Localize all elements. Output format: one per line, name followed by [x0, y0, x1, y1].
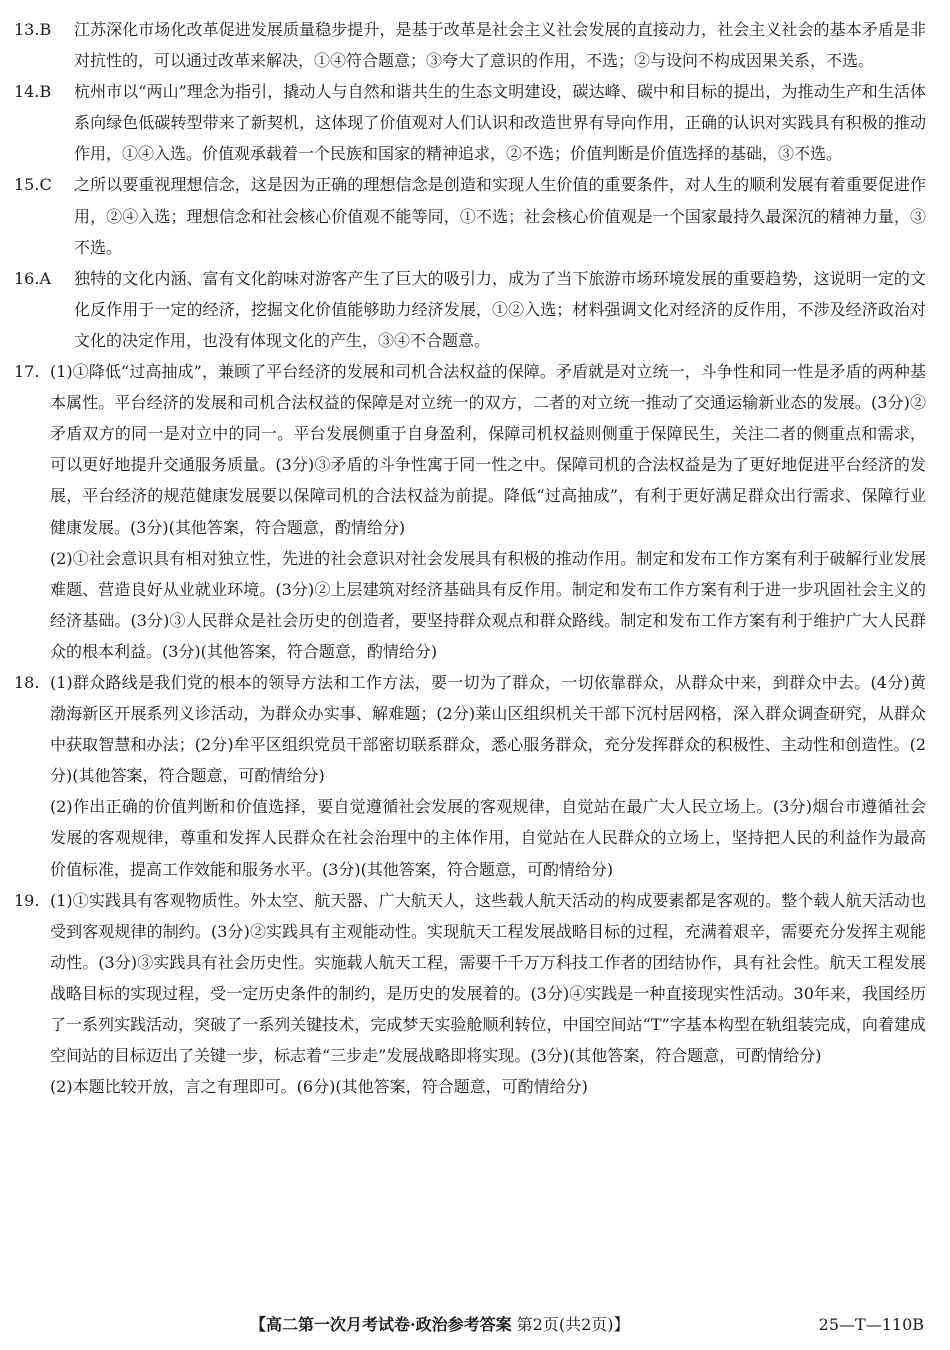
answer-item-19 — [14, 885, 926, 1103]
answer-body — [50, 356, 926, 667]
answer-body — [74, 169, 926, 262]
answer-body — [74, 76, 926, 169]
answer-number: 18. — [14, 672, 40, 692]
answer-number: 13.B — [14, 20, 52, 39]
answer-item-17 — [14, 356, 926, 667]
answer-paragraph: 江苏深化市场化改革促进发展质量稳步提升，是基于改革是社会主义社会发展的直接动力，社会主义社会的基本矛盾是非对抗性的，可以通过改革来解决，①④符合题意；③夸大了意识的作用，不选；②与设问不构成因果关系，不选。 — [74, 20, 926, 71]
answer-body — [50, 667, 926, 885]
answer-item-13 — [14, 14, 926, 76]
footer-page-info: 第2页(共2页)】 — [516, 1315, 630, 1334]
answer-paragraph-part-1: (1)群众路线是我们党的根本的领导方法和工作方法，要一切为了群众，一切依靠群众，从群众中来，到群众中去。(4分)黄渤海新区开展系列义诊活动，为群众办实事、解难题；(2分)莱山区组织机关干部下沉村居网格，深入群众调查研究，从群众中获取智慧和办法；(2分)牟平区组织党员干部密切联系群众，悉心服务群众，充分发挥群众的积极性、主动性和创造性。(2分)(其他答案，符合题意，可酌情给分) — [50, 672, 926, 786]
footer-code: 25—T—110B — [818, 1315, 924, 1334]
answer-paragraph: 杭州市以“两山”理念为指引，撬动人与自然和谐共生的生态文明建设，碳达峰、碳中和目标的提出，为推动生产和生活体系向绿色低碳转型带来了新契机，这体现了价值观对人们认识和改造世界有导向作用，正确的认识对实践具有积极的推动作用，①④入选。价值观承载着一个民族和国家的精神追求，②不选；价值判断是价值选择的基础，③不选。 — [74, 82, 926, 164]
answer-paragraph-part-2: (2)作出正确的价值判断和价值选择，要自觉遵循社会发展的客观规律，自觉站在最广大人民立场上。(3分)烟台市遵循社会发展的客观规律，尊重和发挥人民群众在社会治理中的主体作用，自觉站在人民群众的立场上，坚持把人民的利益作为最高价值标准，提高工作效能和服务水平。(3分)(其他答案，符合题意，可酌情给分) — [50, 797, 926, 879]
answer-paragraph: 之所以要重视理想信念，这是因为正确的理想信念是创造和实现人生价值的重要条件，对人生的顺利发展有着重要促进作用，②④入选；理想信念和社会核心价值观不能等同，①不选；社会核心价值观是一个国家最持久最深沉的精神力量，③不选。 — [74, 175, 926, 257]
answer-body — [50, 885, 926, 1103]
answer-number: 16.A — [14, 268, 51, 288]
answer-paragraph-part-1: (1)①降低“过高抽成”，兼顾了平台经济的发展和司机合法权益的保障。矛盾就是对立统一，斗争性和同一性是矛盾的两种基本属性。平台经济的发展和司机合法权益的保障是对立统一的双方，二者的对立统一推动了交通运输新业态的发展。(3分)②矛盾双方的同一是对立中的同一。平台发展侧重于自身盈利，保障司机权益则侧重于保障民生，关注二者的侧重点和需求，可以更好地提升交通服务质量。(3分)③矛盾的斗争性寓于同一性之中。保障司机的合法权益是为了更好地促进平台经济的发展，平台经济的规范健康发展要以保障司机的合法权益为前提。降低“过高抽成”，有利于更好满足群众出行需求、保障行业健康发展。(3分)(其他答案，符合题意，酌情给分) — [50, 362, 926, 537]
answer-number: 14.B — [14, 82, 52, 102]
answer-number: 17. — [14, 362, 40, 382]
answer-item-16 — [14, 263, 926, 356]
answer-paragraph: 独特的文化内涵、富有文化韵味对游客产生了巨大的吸引力，成为了当下旅游市场环境发展的重要趋势，这说明一定的文化反作用于一定的经济，挖掘文化价值能够助力经济发展，①②入选；材料强调文化对经济的反作用，不涉及经济政治对文化的决定作用，也没有体现文化的产生，③④不合题意。 — [74, 268, 926, 350]
footer-title: 【高二第一次月考试卷·政治参考答案 — [250, 1315, 512, 1334]
answer-paragraph-part-2: (2)①社会意识具有相对独立性，先进的社会意识对社会发展具有积极的推动作用。制定和发布工作方案有利于破解行业发展难题、营造良好从业就业环境。(3分)②上层建筑对经济基础具有反作用。制定和发布工作方案有利于进一步巩固社会主义的经济基础。(3分)③人民群众是社会历史的创造者，要坚持群众观点和群众路线。制定和发布工作方案有利于维护广大人民群众的根本利益。(3分)(其他答案，符合题意，酌情给分) — [50, 548, 926, 661]
answer-item-14 — [14, 76, 926, 169]
page-footer — [0, 1310, 950, 1340]
answer-item-15 — [14, 169, 926, 262]
answer-item-18 — [14, 667, 926, 885]
answer-page — [14, 14, 926, 1102]
answer-paragraph-part-1: (1)①实践具有客观物质性。外太空、航天器、广大航天人，这些载人航天活动的构成要素都是客观的。整个载人航天活动也受到客观规律的制约。(3分)②实践具有主观能动性。实现航天工程发展战略目标的过程，充满着艰辛，需要充分发挥主观能动性。(3分)③实践具有社会历史性。实施载人航天工程，需要千千万万科技工作者的团结协作，具有社会性。航天工程发展战略目标的实现过程，受一定历史条件的制约，是历史的发展着的。(3分)④实践是一种直接现实性活动。30年来，我国经历了一系列实践活动，突破了一系列关键技术，完成梦天实验舱顺利转位，中国空间站“T”字基本构型在轨组装完成，向着建成空间站的目标迈出了关键一步，标志着“三步走”发展战略即将实现。(3分)(其他答案，符合题意，可酌情给分) — [50, 890, 926, 1066]
footer-center — [250, 1310, 630, 1340]
answer-body — [74, 14, 926, 76]
answer-body — [74, 263, 926, 356]
answer-paragraph-part-2: (2)本题比较开放，言之有理即可。(6分)(其他答案，符合题意，可酌情给分) — [50, 1077, 588, 1097]
answer-number: 19. — [14, 890, 40, 910]
answer-number: 15.C — [14, 175, 52, 195]
